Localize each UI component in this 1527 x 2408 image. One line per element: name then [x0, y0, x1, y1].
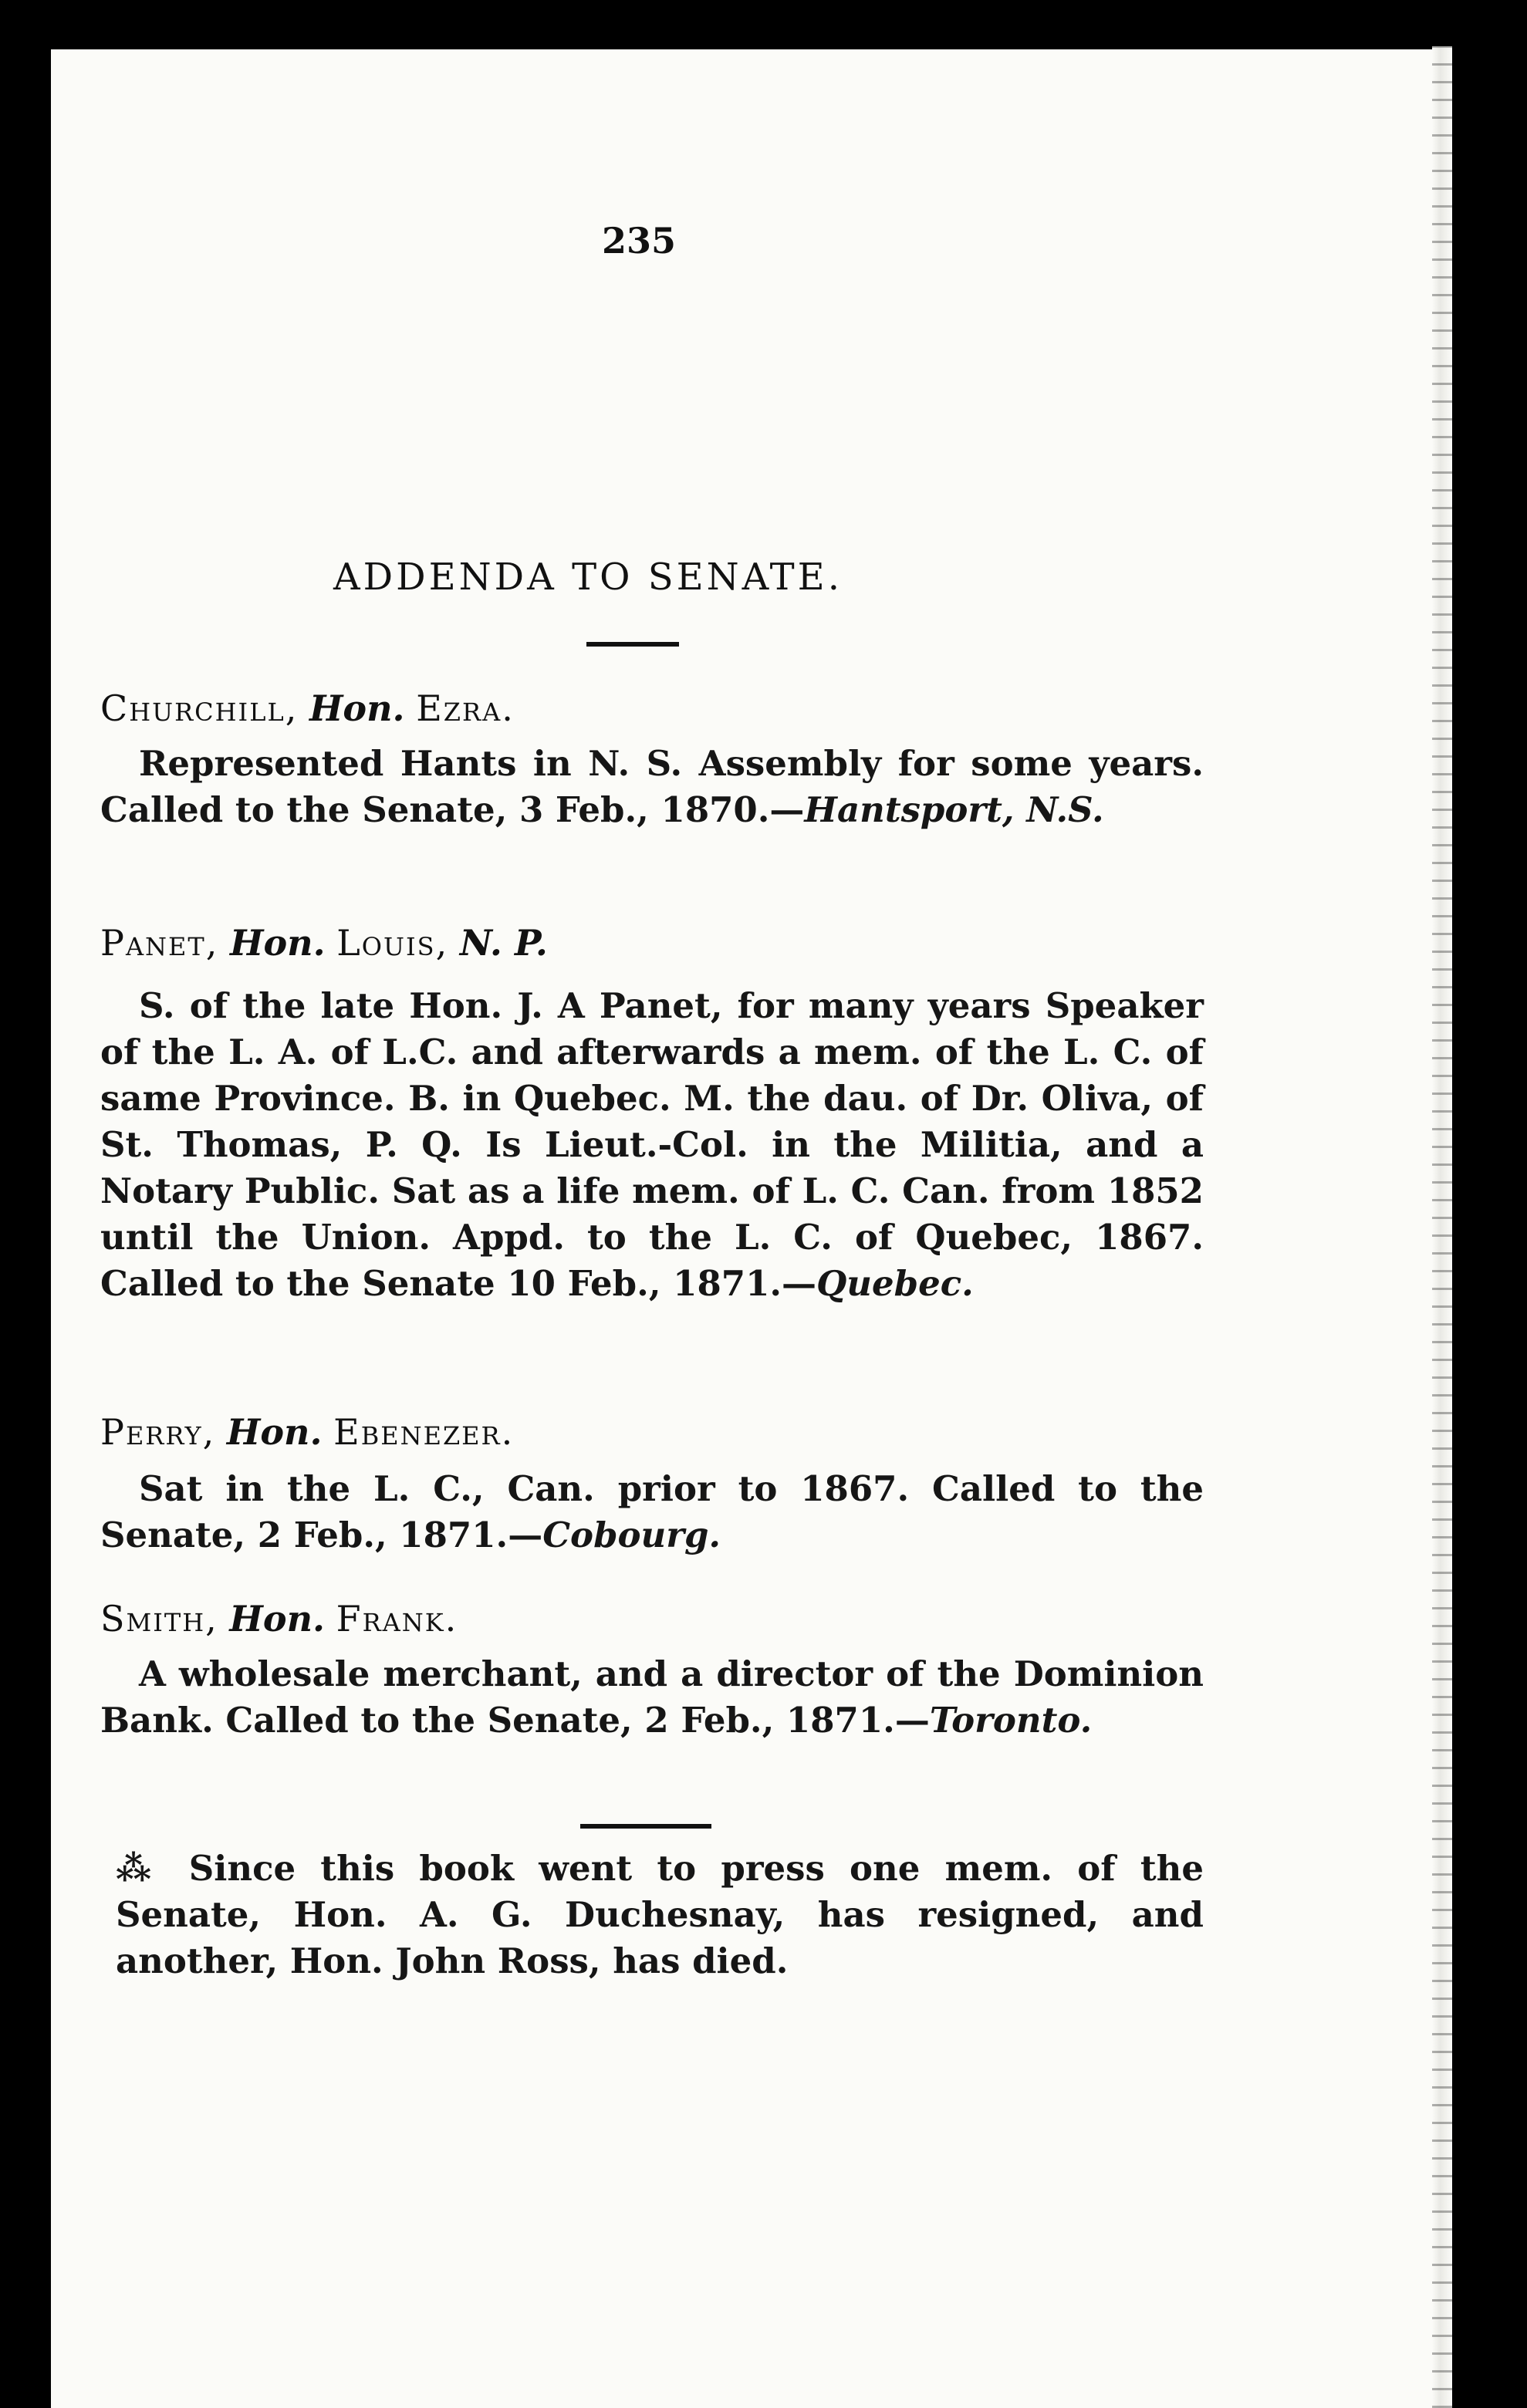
entry-body-panet — [100, 983, 1204, 1307]
entry-location: Toronto. — [929, 1700, 1093, 1741]
entry-title: Hon. — [226, 1411, 323, 1453]
entry-surname: Churchill, — [100, 687, 299, 729]
entry-name-churchill — [100, 685, 515, 731]
entry-suffix: N. P. — [459, 922, 548, 964]
entry-location: Quebec. — [816, 1263, 974, 1304]
entry-title: Hon. — [230, 922, 326, 964]
section-heading: ADDENDA TO SENATE. — [333, 556, 843, 599]
entry-name-perry — [100, 1409, 514, 1455]
entry-text: S. of the late Hon. J. A Panet, for many years Speaker of the L. A. of L.C. and afterwards a mem. of the L. C. of same Province. B. in Quebec. M. the dau. of Dr. Oliva, of St. Thomas, P. Q. Is Lieut.-Col. in the Militia, and a Notary Public. Sat as a life mem. of L. C. Can. from 1852 until the Union. Appd. to the L. C. of Quebec, 1867. Called to the Senate 10 Feb., 1871.— — [100, 985, 1204, 1304]
entry-given-name: Ebenezer. — [333, 1411, 515, 1453]
entry-title: Hon. — [309, 687, 405, 729]
entry-given-name: Louis, — [336, 922, 449, 964]
scan-border — [1452, 116, 1527, 2408]
entry-text: Sat in the L. C., Can. prior to 1867. Called to the Senate, 2 Feb., 1871.— — [100, 1468, 1204, 1555]
entry-body-churchill — [100, 741, 1204, 833]
press-note: ⁂ Since this book went to press one mem. of the Senate, Hon. A. G. Duchesnay, has resigned, and another, Hon. John Ross, has died. — [116, 1848, 1204, 1981]
entry-body-perry — [100, 1466, 1204, 1559]
page-gutter — [1432, 46, 1452, 2408]
entry-surname: Smith, — [100, 1598, 218, 1640]
entry-text: A wholesale merchant, and a director of the Dominion Bank. Called to the Senate, 2 Feb., 1871.— — [100, 1653, 1204, 1741]
entry-given-name: Frank. — [336, 1598, 458, 1640]
entry-text: Represented Hants in N. S. Assembly for some years. Called to the Senate, 3 Feb., 1870.— — [100, 743, 1204, 830]
entry-surname: Panet, — [100, 922, 219, 964]
entry-location: Hantsport, N.S. — [804, 789, 1104, 830]
page-number: 235 — [602, 220, 677, 262]
entry-given-name: Ezra. — [416, 687, 515, 729]
entry-title: Hon. — [229, 1598, 326, 1640]
entry-name-panet — [100, 920, 548, 966]
entry-surname: Perry, — [100, 1411, 216, 1453]
note-rule — [580, 1824, 711, 1829]
entry-location: Cobourg. — [542, 1515, 721, 1555]
entry-body-smith — [100, 1651, 1204, 1744]
heading-rule — [586, 642, 679, 647]
entry-name-smith — [100, 1596, 458, 1642]
